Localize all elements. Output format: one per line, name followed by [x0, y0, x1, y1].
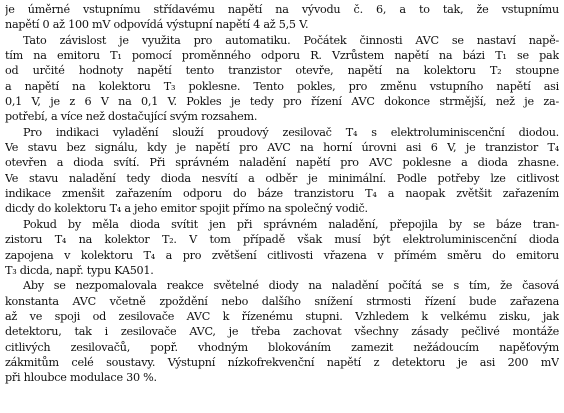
- text-line: Ve stavu bez signálu, kdy je napětí pro AVC na horní úrovni asi 6 V, je tranzistor T₄: [5, 141, 559, 155]
- text-line: Tato závislost je využita pro automatiku. Počátek činnosti AVC se nastaví napě-: [23, 33, 559, 47]
- text-line: citlivých zesilovačů, popř. vhodným blokováním zamezit nežádoucím napěťovým: [5, 340, 559, 354]
- text-line: při hloubce modulace 30 %.: [5, 371, 157, 385]
- text-line: tím na emitoru T₁ pomocí proměnného odporu R. Vzrůstem napětí na bázi T₁ se pak: [5, 49, 559, 63]
- text-line: až ve spoji od zesilovače AVC k řízenému stupni. Vzhledem k velkému zisku, jak: [5, 309, 559, 323]
- text-line: je úměrné vstupnímu střídavému napětí na vývodu č. 6, a to tak, že vstupnímu: [5, 3, 559, 16]
- text-line: 0,1 V, je z 6 V na 0,1 V. Pokles je tedy pro řízení AVC dokonce strmější, než je za-: [5, 95, 559, 109]
- text-line: indikace zmenšit zařazením odporu do báze tranzistoru T₄ a naopak zvětšit zařazením: [5, 187, 559, 201]
- text-line: Pro indikaci vyladění slouží proudový zesilovač T₄ s elektroluminiscenční diodou.: [23, 125, 559, 139]
- text-line: dicdy do kolektoru T₄ a jeho emitor spojit přímo na společný vodič.: [5, 202, 368, 216]
- text-line: otevřen a dioda svítí. Při správném naladění napětí pro AVC poklesne a dioda zhasne.: [5, 156, 559, 170]
- text-line: zistoru T₄ na kolektor T₂. V tom případě však musí být elektroluminiscenční dioda: [5, 233, 559, 247]
- text-line: zapojena v kolektoru T₄ a pro zvětšení citlivosti vřazena v přímém směru do emitoru: [5, 248, 559, 262]
- paragraph: [5, 278, 559, 385]
- paragraph: [5, 33, 559, 125]
- text-line: konstanta AVC včetně zpoždění nebo dalšího snížení strmosti řízení bude zařazena: [5, 294, 559, 308]
- text-line: Aby se nezpomalovala reakce světelné diody na naladění počítá se s tím, že časová: [23, 279, 559, 293]
- paragraph: [5, 2, 559, 33]
- text-line: Ve stavu naladění tedy dioda nesvítí a odběr je minimální. Podle potřeby lze citlivost: [5, 171, 559, 185]
- text-line: zákmitům celé soustavy. Výstupní nízkofrekvenční napětí z detektoru je asi 200 mV: [5, 355, 559, 369]
- text-line: potřebí, a více než dostačující svým rozsahem.: [5, 110, 258, 124]
- text-line: T₃ dicda, např. typu KA501.: [5, 263, 154, 277]
- text-line: od určité hodnoty napětí tento tranzistor otevře, napětí na kolektoru T₂ stoupne: [5, 64, 559, 78]
- text-line: napětí 0 až 100 mV odpovídá výstupní napětí 4 až 5,5 V.: [5, 18, 309, 32]
- paragraph: [5, 125, 559, 217]
- text-line: detektoru, tak i zesilovače AVC, je třeba zachovat všechny zásady pečlivé montáže: [5, 325, 559, 339]
- text-line: Pokud by měla dioda svítit jen při správném naladění, přepojila by se báze tran-: [23, 217, 559, 231]
- paragraph: [5, 217, 559, 278]
- text-line: a napětí na kolektoru T₃ poklesne. Tento pokles, pro změnu vstupního napětí asi: [5, 79, 559, 93]
